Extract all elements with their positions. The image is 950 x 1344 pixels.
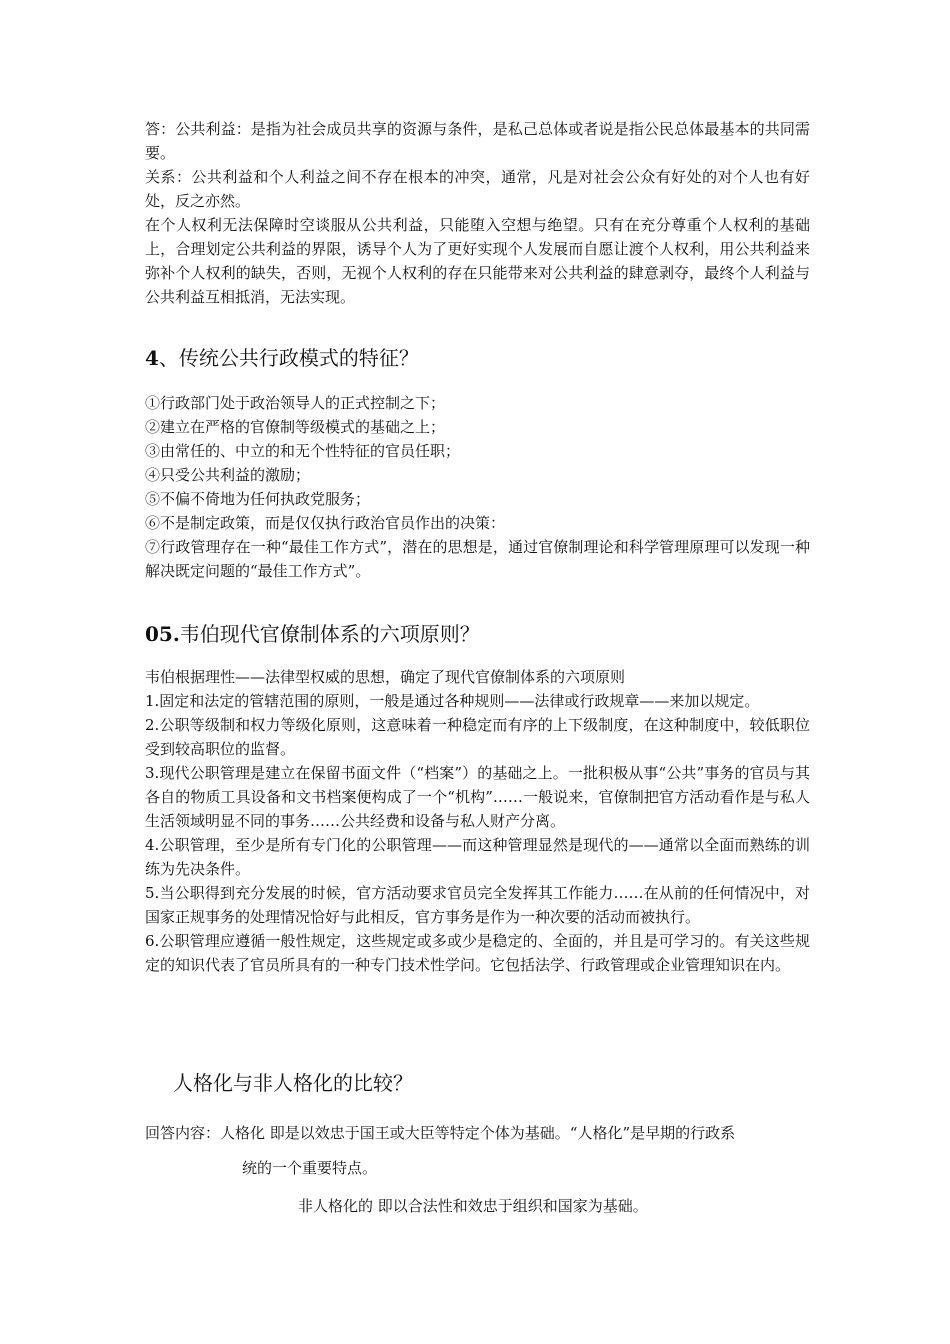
list-item: ②建立在严格的官僚制等级模式的基础之上；	[145, 418, 446, 436]
section5-number: 05.	[145, 622, 180, 646]
list-item: ⑦行政管理存在一种“最佳工作方式”，潜在的思想是，通过官僚制理论和科学管理原理可以发现一种解决既定问题的“最佳工作方式”。	[145, 538, 810, 580]
list-item: 4.公职管理，至少是所有专门化的公职管理——而这种管理显然是现代的——通常以全面而熟练的训练为先决条件。	[145, 836, 810, 878]
rights-paragraph: 在个人权利无法保障时空谈服从公共利益，只能堕入空想与绝望。只有在充分尊重个人权利的基础上，合理划定公共利益的界限，诱导个人为了更好实现个人发展而自愿让渡个人权利，用公共利益来弥补个人权利的缺失，否则，无视个人权利的存在只能带来对公共利益的肆意剥夺，最终个人利益与公共利益互相抵消，无法实现。	[145, 216, 810, 306]
comparison-answer-line3: 非人格化的 即以合法性和效忠于组织和国家为基础。	[298, 1197, 648, 1215]
section4-list	[145, 391, 810, 583]
section5-title: 韦伯现代官僚制体系的六项原则？	[179, 622, 480, 646]
section4-heading	[145, 343, 419, 373]
public-interest-definition: 答：公共利益：是指为社会成员共享的资源与条件，是私己总体或者说是指公民总体最基本的共同需要。	[145, 120, 810, 162]
list-item: ⑤不偏不倚地为任何执政党服务；	[145, 490, 371, 508]
comparison-answer-line1: 回答内容：人格化 即是以效忠于国王或大臣等特定个体为基础。“人格化”是早期的行政系	[145, 1124, 736, 1142]
section4-number: 4	[145, 346, 159, 370]
list-item: ④只受公共利益的激励；	[145, 466, 311, 484]
list-item: 1.固定和法定的管辖范围的原则，一般是通过各种规则——法律或行政规章——来加以规定。	[145, 692, 760, 710]
section5-heading	[145, 619, 480, 649]
weber-intro: 韦伯根据理性——法律型权威的思想，确定了现代官僚制体系的六项原则	[145, 668, 626, 686]
list-item: 3.现代公职管理是建立在保留书面文件（“档案”）的基础之上。一批积极从事“公共”事务的官员与其各自的物质工具设备和文书档案便构成了一个“机构”……一般说来，官僚制把官方活动看作是与私人生活领域明显不同的事务……公共经费和设备与私人财产分离。	[145, 764, 810, 830]
relation-paragraph: 关系：公共利益和个人利益之间不存在根本的冲突，通常，凡是对社会公众有好处的对个人也有好处，反之亦然。	[145, 168, 810, 210]
list-item: ⑥不是制定政策，而是仅仅执行政治官员作出的决策：	[145, 514, 506, 532]
list-item: ③由常任的、中立的和无个性特征的官员任职；	[145, 442, 461, 460]
list-item: 2.公职等级制和权力等级化原则，这意味着一种稳定而有序的上下级制度，在这种制度中，较低职位受到较高职位的监督。	[145, 716, 810, 758]
list-item: 5.当公职得到充分发展的时候，官方活动要求官员完全发挥其工作能力……在从前的任何情况中，对国家正规事务的处理情况恰好与此相反，官方事务是作为一种次要的活动而被执行。	[145, 884, 810, 926]
section5-content	[145, 665, 810, 977]
section4-title: 、传统公共行政模式的特征？	[158, 346, 419, 370]
comparison-answer-line2: 统的一个重要特点。	[242, 1159, 378, 1177]
list-item: ①行政部门处于政治领导人的正式控制之下；	[145, 394, 446, 412]
section3-answer-block	[145, 117, 810, 309]
section6-heading: 人格化与非人格化的比较？	[173, 1071, 413, 1095]
list-item: 6.公职管理应遵循一般性规定，这些规定或多或少是稳定的、全面的，并且是可学习的。有关这些规定的知识代表了官员所具有的一种专门技术性学问。它包括法学、行政管理或企业管理知识在内。	[145, 932, 810, 974]
